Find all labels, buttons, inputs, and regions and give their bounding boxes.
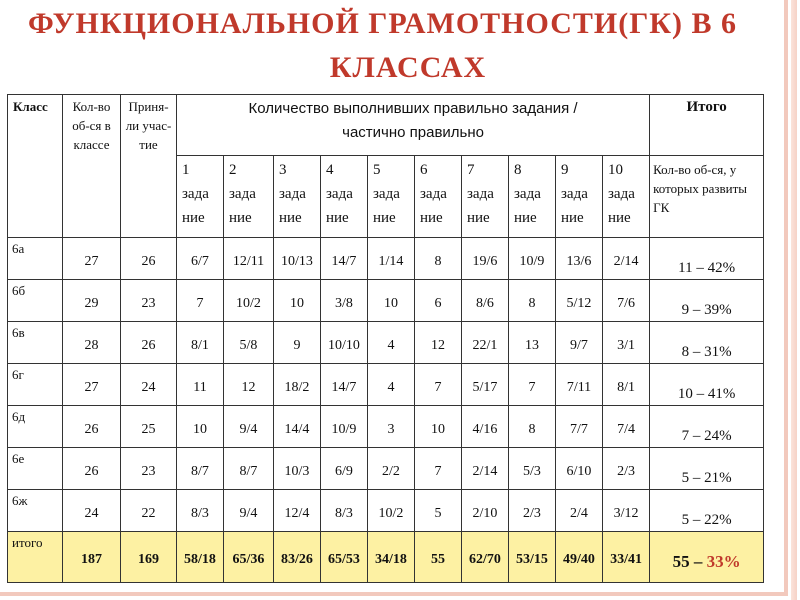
title-line-2: КЛАССАХ (329, 51, 487, 84)
took-part-cell: 25 (121, 406, 177, 448)
students-cell: 27 (63, 238, 121, 280)
task-cell: 2/4 (556, 490, 603, 532)
table-row (8, 238, 764, 280)
task-cell: 8/1 (603, 364, 650, 406)
task-cell: 10/2 (368, 490, 415, 532)
task-cell: 7/6 (603, 280, 650, 322)
header-row-1 (8, 95, 764, 156)
task-cell: 8 (415, 238, 462, 280)
class-cell: 6г (8, 364, 63, 406)
students-cell: 24 (63, 490, 121, 532)
summary-task-cell: 65/53 (321, 532, 368, 583)
students-cell: 26 (63, 406, 121, 448)
summary-label: итого (8, 532, 63, 583)
task-cell: 5/3 (509, 448, 556, 490)
task-cell: 8 (509, 406, 556, 448)
task-cell: 8 (509, 280, 556, 322)
task-cell: 2/14 (603, 238, 650, 280)
header-took-part: Приня-ли учас-тие (121, 95, 177, 238)
task-cell: 8/6 (462, 280, 509, 322)
task-cell: 10/9 (321, 406, 368, 448)
task-cell: 5/12 (556, 280, 603, 322)
header-tasks-group: Количество выполнивших правильно задания / частично правильно (177, 95, 650, 156)
header-task-5: 5 зада ние (368, 156, 415, 238)
task-cell: 9/4 (224, 406, 274, 448)
took-part-cell: 23 (121, 448, 177, 490)
took-part-cell: 23 (121, 280, 177, 322)
task-cell: 2/14 (462, 448, 509, 490)
task-cell: 1/14 (368, 238, 415, 280)
task-cell: 6 (415, 280, 462, 322)
class-cell: 6е (8, 448, 63, 490)
header-task-10: 10 зада ние (603, 156, 650, 238)
task-cell: 9/4 (224, 490, 274, 532)
task-cell: 7/7 (556, 406, 603, 448)
task-cell: 7/11 (556, 364, 603, 406)
task-cell: 10/3 (274, 448, 321, 490)
summary-task-cell: 33/41 (603, 532, 650, 583)
task-cell: 13 (509, 322, 556, 364)
task-cell: 2/2 (368, 448, 415, 490)
task-cell: 5 (415, 490, 462, 532)
task-cell: 4 (368, 322, 415, 364)
task-cell: 7 (509, 364, 556, 406)
task-cell: 11 (177, 364, 224, 406)
task-cell: 6/9 (321, 448, 368, 490)
task-cell: 14/7 (321, 238, 368, 280)
slide-edge-decoration (791, 0, 797, 600)
task-cell: 6/7 (177, 238, 224, 280)
task-cell: 5/17 (462, 364, 509, 406)
task-cell: 12 (415, 322, 462, 364)
total-cell: 11 – 42% (650, 238, 764, 280)
header-task-7: 7 зада ние (462, 156, 509, 238)
total-cell: 7 – 24% (650, 406, 764, 448)
task-cell: 8/7 (177, 448, 224, 490)
task-cell: 4 (368, 364, 415, 406)
task-cell: 18/2 (274, 364, 321, 406)
header-task-9: 9 зада ние (556, 156, 603, 238)
task-cell: 10 (274, 280, 321, 322)
task-cell: 10/9 (509, 238, 556, 280)
took-part-cell: 26 (121, 322, 177, 364)
task-cell: 9 (274, 322, 321, 364)
summary-total-percent: 33% (706, 552, 741, 571)
summary-task-cell: 83/26 (274, 532, 321, 583)
summary-total-count: 55 – (672, 552, 707, 571)
summary-task-cell: 34/18 (368, 532, 415, 583)
task-cell: 7 (177, 280, 224, 322)
task-cell: 4/16 (462, 406, 509, 448)
total-cell: 5 – 22% (650, 490, 764, 532)
task-cell: 14/7 (321, 364, 368, 406)
task-cell: 10 (368, 280, 415, 322)
took-part-cell: 22 (121, 490, 177, 532)
students-cell: 28 (63, 322, 121, 364)
header-total: Итого (650, 95, 764, 156)
summary-task-cell: 65/36 (224, 532, 274, 583)
task-cell: 14/4 (274, 406, 321, 448)
task-cell: 9/7 (556, 322, 603, 364)
task-cell: 12 (224, 364, 274, 406)
task-cell: 8/3 (177, 490, 224, 532)
class-cell: 6д (8, 406, 63, 448)
task-cell: 3/8 (321, 280, 368, 322)
task-cell: 7 (415, 448, 462, 490)
task-cell: 12/11 (224, 238, 274, 280)
total-cell: 10 – 41% (650, 364, 764, 406)
students-cell: 29 (63, 280, 121, 322)
task-cell: 10/2 (224, 280, 274, 322)
task-cell: 10/13 (274, 238, 321, 280)
task-cell: 8/3 (321, 490, 368, 532)
summary-task-cell: 53/15 (509, 532, 556, 583)
total-cell: 5 – 21% (650, 448, 764, 490)
summary-total (650, 532, 764, 583)
summary-took-part: 169 (121, 532, 177, 583)
total-cell: 9 – 39% (650, 280, 764, 322)
students-cell: 26 (63, 448, 121, 490)
task-cell: 7 (415, 364, 462, 406)
header-task-1: 1 зада ние (177, 156, 224, 238)
task-cell: 7/4 (603, 406, 650, 448)
table-row (8, 448, 764, 490)
total-cell: 8 – 31% (650, 322, 764, 364)
title-line-1: ФУНКЦИОНАЛЬНОЙ ГРАМОТНОСТИ(ГК) В 6 (28, 7, 738, 40)
task-cell: 3/12 (603, 490, 650, 532)
task-cell: 2/3 (509, 490, 556, 532)
task-cell: 22/1 (462, 322, 509, 364)
table-row (8, 322, 764, 364)
summary-task-cell: 49/40 (556, 532, 603, 583)
results-table (7, 94, 764, 583)
header-students: Кол-во об-ся в классе (63, 95, 121, 238)
table-row (8, 406, 764, 448)
took-part-cell: 24 (121, 364, 177, 406)
summary-students: 187 (63, 532, 121, 583)
summary-row (8, 532, 764, 583)
class-cell: 6в (8, 322, 63, 364)
task-cell: 6/10 (556, 448, 603, 490)
header-task-6: 6 зада ние (415, 156, 462, 238)
task-cell: 10/10 (321, 322, 368, 364)
header-task-4: 4 зада ние (321, 156, 368, 238)
summary-task-cell: 58/18 (177, 532, 224, 583)
task-cell: 2/3 (603, 448, 650, 490)
table-row (8, 280, 764, 322)
task-cell: 19/6 (462, 238, 509, 280)
class-cell: 6ж (8, 490, 63, 532)
table-row (8, 364, 764, 406)
header-task-3: 3 зада ние (274, 156, 321, 238)
slide-title (28, 0, 768, 90)
summary-task-cell: 62/70 (462, 532, 509, 583)
header-class: Класс (8, 95, 63, 238)
task-cell: 5/8 (224, 322, 274, 364)
task-cell: 2/10 (462, 490, 509, 532)
header-total-sub: Кол-во об-ся, у которых развиты ГК (650, 156, 764, 238)
task-cell: 8/7 (224, 448, 274, 490)
task-cell: 10 (177, 406, 224, 448)
summary-task-cell: 55 (415, 532, 462, 583)
header-task-2: 2 зада ние (224, 156, 274, 238)
header-task-8: 8 зада ние (509, 156, 556, 238)
task-cell: 12/4 (274, 490, 321, 532)
task-cell: 10 (415, 406, 462, 448)
task-cell: 13/6 (556, 238, 603, 280)
students-cell: 27 (63, 364, 121, 406)
task-cell: 8/1 (177, 322, 224, 364)
task-cell: 3/1 (603, 322, 650, 364)
class-cell: 6а (8, 238, 63, 280)
took-part-cell: 26 (121, 238, 177, 280)
task-cell: 3 (368, 406, 415, 448)
table-row (8, 490, 764, 532)
class-cell: 6б (8, 280, 63, 322)
